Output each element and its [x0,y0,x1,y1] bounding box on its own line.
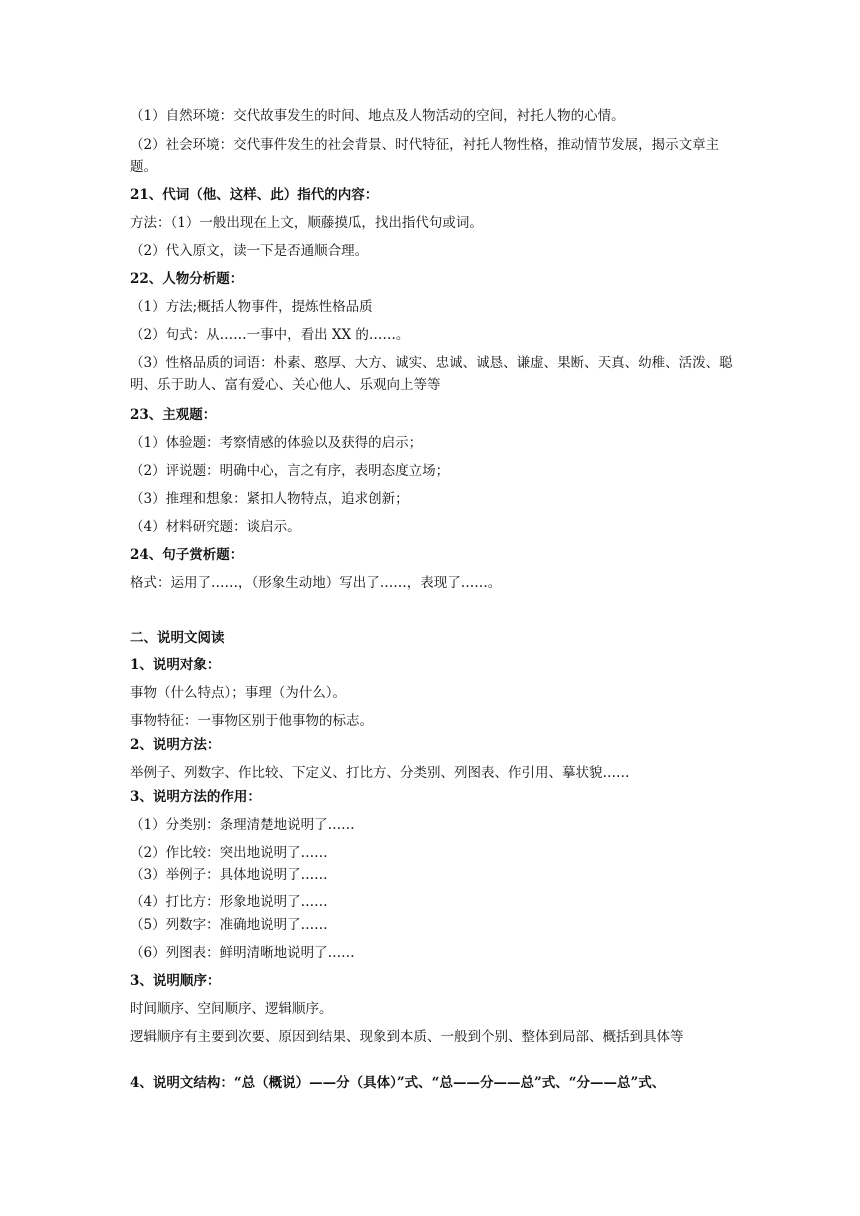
effect-classify-line: （1）分类别：条理清楚地说明了…… [130,817,355,833]
logical-order-line: 逻辑顺序有主要到次要、原因到结果、现象到本质、一般到个别、整体到局部、概括到具体等 [130,1029,684,1045]
heading-22: 22、人物分析题： [130,271,244,287]
reasoning-line: （3）推理和想象：紧扣人物特点，追求创新； [130,491,409,507]
heading-23: 23、主观题： [130,407,217,423]
social-environment-line: （2）社会环境：交代事件发生的社会背景、时代特征，衬托人物性格，推动情节发展，揭示文章主题。 [130,137,720,175]
object-line: 事物（什么特点）；事理（为什么）。 [130,685,346,701]
effect-metaphor-line: （4）打比方：形象地说明了…… [130,894,328,910]
effect-compare-line: （2）作比较：突出地说明了…… [130,845,328,861]
feature-line: 事物特征：一事物区别于他事物的标志。 [130,713,373,729]
character-words-line: （3）性格品质的词语：朴素、憨厚、大方、诚实、忠诚、诚恳、谦虚、果断、天真、幼稚、活泼、聪明、乐于助人、富有爱心、关心他人、乐观向上等等 [130,355,733,393]
heading-24: 24、句子赏析题： [130,547,244,563]
heading-1-object: 1、说明对象： [130,657,221,673]
material-study-line: （4）材料研究题：谈启示。 [130,519,301,535]
substitute-line: （2）代入原文，读一下是否通顺合理。 [130,243,369,259]
method-line: 方法：（1）一般出现在上文，顺藤摸瓜，找出指代句或词。 [130,215,483,231]
effect-chart-line: （6）列图表：鲜明清晰地说明了…… [130,945,355,961]
sentence-pattern-line: （2）句式：从……一事中，看出 XX 的……。 [130,327,410,343]
methods-list-line: 举例子、列数字、作比较、下定义、打比方、分类别、列图表、作引用、摹状貌…… [130,765,630,781]
section-title-expository: 二、说明文阅读 [130,630,225,646]
heading-4-structure: 4、说明文结构：“总（概说）——分（具体）”式、“总——分——总”式、“分——总”式、 [130,1075,666,1091]
comment-question-line: （2）评说题：明确中心，言之有序，表明态度立场； [130,463,450,479]
natural-environment-line: （1）自然环境：交代故事发生的时间、地点及人物活动的空间，衬托人物的心情。 [130,108,625,124]
heading-2-methods: 2、说明方法： [130,737,221,753]
person-method-line: （1）方法;概括人物事件，提炼性格品质 [130,299,373,315]
effect-example-line: （3）举例子：具体地说明了…… [130,867,328,883]
heading-3-order: 3、说明顺序： [130,973,221,989]
experience-question-line: （1）体验题：考察情感的体验以及获得的启示； [130,435,423,451]
effect-numbers-line: （5）列数字：准确地说明了…… [130,917,328,933]
heading-21: 21、代词（他、这样、此）指代的内容： [130,187,379,203]
heading-3-method-effects: 3、说明方法的作用： [130,789,261,805]
format-line: 格式：运用了……，（形象生动地）写出了……，表现了……。 [130,575,502,591]
order-types-line: 时间顺序、空间顺序、逻辑顺序。 [130,1001,333,1017]
